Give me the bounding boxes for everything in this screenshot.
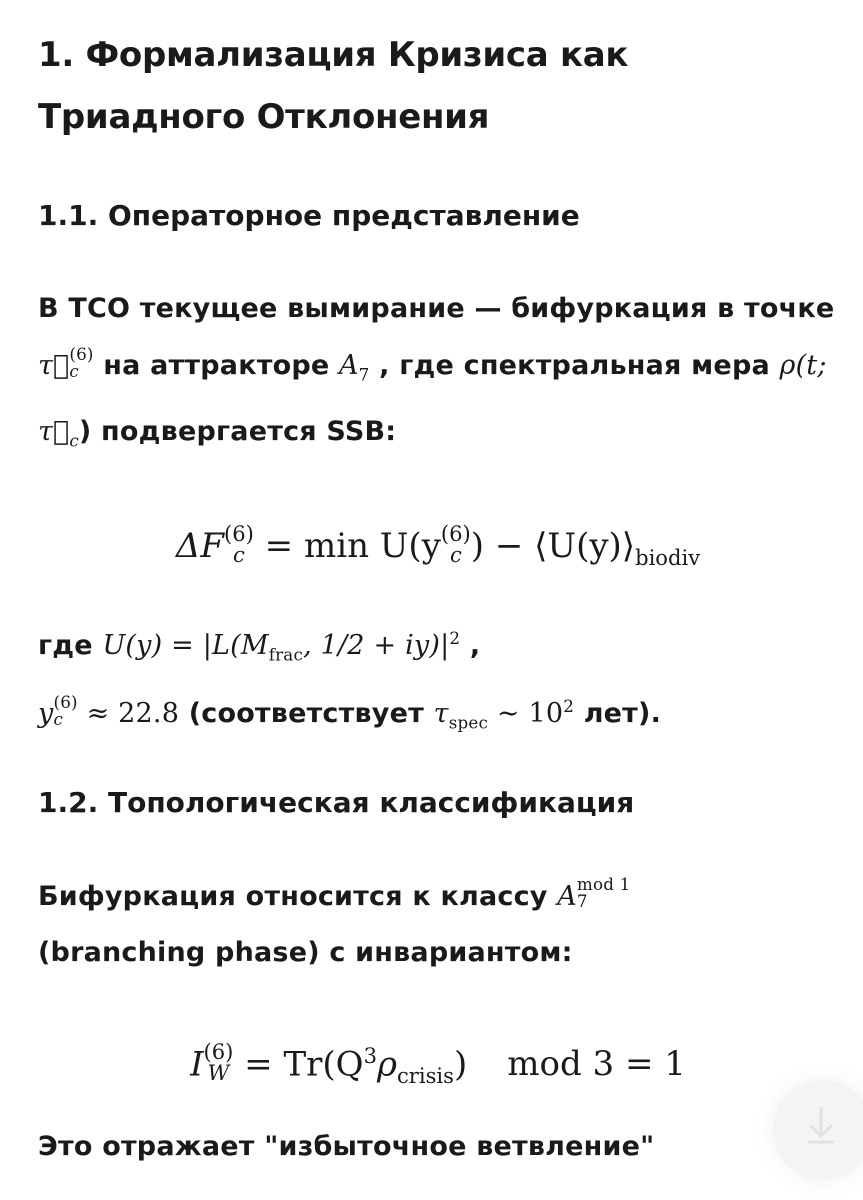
sub-c: c xyxy=(69,360,79,381)
text-segment: (branching phase) с инвариантом: xyxy=(38,936,573,968)
rho-symbol: ρ xyxy=(376,1043,397,1084)
sup-three: 3 xyxy=(363,1042,377,1068)
close-paren: ) xyxy=(453,1043,468,1084)
attractor-formula xyxy=(338,350,370,385)
sup-six: (6) xyxy=(440,520,471,546)
sup-two: 2 xyxy=(563,696,575,717)
sub-c: c xyxy=(233,541,245,567)
sup-sub xyxy=(224,520,254,567)
section-heading-1-1: 1.1. Операторное представление xyxy=(38,199,580,232)
sub-c: c xyxy=(53,708,64,729)
text-segment: Бифуркация относится к классу xyxy=(38,880,558,912)
text-segment: лет). xyxy=(574,698,662,730)
text-segment: , где спектральная мера xyxy=(369,350,780,381)
sub-biodiv: biodiv xyxy=(635,544,701,570)
section-heading-1-2: 1.2. Топологическая классификация xyxy=(38,785,635,819)
y-critical-formula xyxy=(38,691,180,730)
class-formula xyxy=(557,874,631,912)
tau-c6-formula xyxy=(38,343,94,381)
rho-symbol: ρ(t; τ⃗ xyxy=(38,350,827,448)
paragraph-classification xyxy=(38,869,838,981)
sup-sub xyxy=(576,874,631,912)
sup-six: (6) xyxy=(69,343,94,364)
sup-six: (6) xyxy=(224,520,254,546)
sup-sub xyxy=(203,1038,234,1085)
delta-f-symbol: ΔF xyxy=(175,525,224,566)
page-title: 1. Формализация Кризиса как Триадного Отклонения xyxy=(38,35,629,137)
sup-two: 2 xyxy=(449,627,461,648)
mod-expr: mod 3 = 1 xyxy=(507,1043,686,1084)
sub-seven: 7 xyxy=(358,364,370,385)
text-segment: (соответствует xyxy=(179,698,434,730)
sub-crisis: crisis xyxy=(396,1062,454,1088)
approx-value: ≈ 22.8 xyxy=(77,698,180,730)
sup-six: (6) xyxy=(203,1038,234,1064)
paragraph-operator xyxy=(38,280,838,470)
I-symbol: I xyxy=(190,1043,204,1084)
equation-invariant xyxy=(38,1015,838,1097)
equation-delta-f xyxy=(38,506,838,586)
sub-c: c xyxy=(69,430,79,451)
sub-frac: frac xyxy=(268,644,304,665)
eq-rhs: = Tr(Q xyxy=(233,1043,364,1084)
sub-W: W xyxy=(207,1059,230,1085)
sup-mod1: mod 1 xyxy=(576,874,631,895)
U-expr-2: , 1/2 + iy)| xyxy=(303,629,450,661)
text-segment: В ТСО текущее вымирание — бифуркация в точке xyxy=(38,293,835,324)
potential-formula xyxy=(102,627,461,665)
y-symbol: y xyxy=(38,698,54,730)
scroll-down-button[interactable] xyxy=(773,1080,863,1180)
sub-seven: 7 xyxy=(576,891,588,912)
document-body xyxy=(38,24,838,1175)
sup-sub xyxy=(69,343,94,381)
text-segment: где xyxy=(38,629,103,661)
sup-sub xyxy=(53,691,78,729)
arrow-down-icon xyxy=(801,1104,841,1148)
tau-symbol: τ xyxy=(433,698,449,730)
paragraph-where xyxy=(38,612,838,749)
eq-rhs: = min U(y xyxy=(253,525,441,566)
sup-six: (6) xyxy=(53,691,78,712)
sub-c: c xyxy=(449,541,462,567)
sub-spec: spec xyxy=(448,712,489,733)
tau-symbol: τ⃗ xyxy=(38,350,70,381)
text-segment: , xyxy=(460,629,481,661)
tau-spec-formula xyxy=(433,696,575,733)
sim-value: ∼ 10 xyxy=(488,698,564,730)
U-expr: U(y) = |L(M xyxy=(102,629,269,661)
A-symbol: A xyxy=(557,880,577,912)
A-symbol: A xyxy=(338,350,359,381)
sup-sub xyxy=(440,520,471,567)
text-segment: ) подвергается SSB: xyxy=(78,416,397,448)
eq-rhs2: ) − ⟨U(y)⟩ xyxy=(470,525,636,566)
paragraph-last: Это отражает "избыточное ветвление" xyxy=(38,1130,655,1162)
text-segment: на аттракторе xyxy=(93,350,339,381)
